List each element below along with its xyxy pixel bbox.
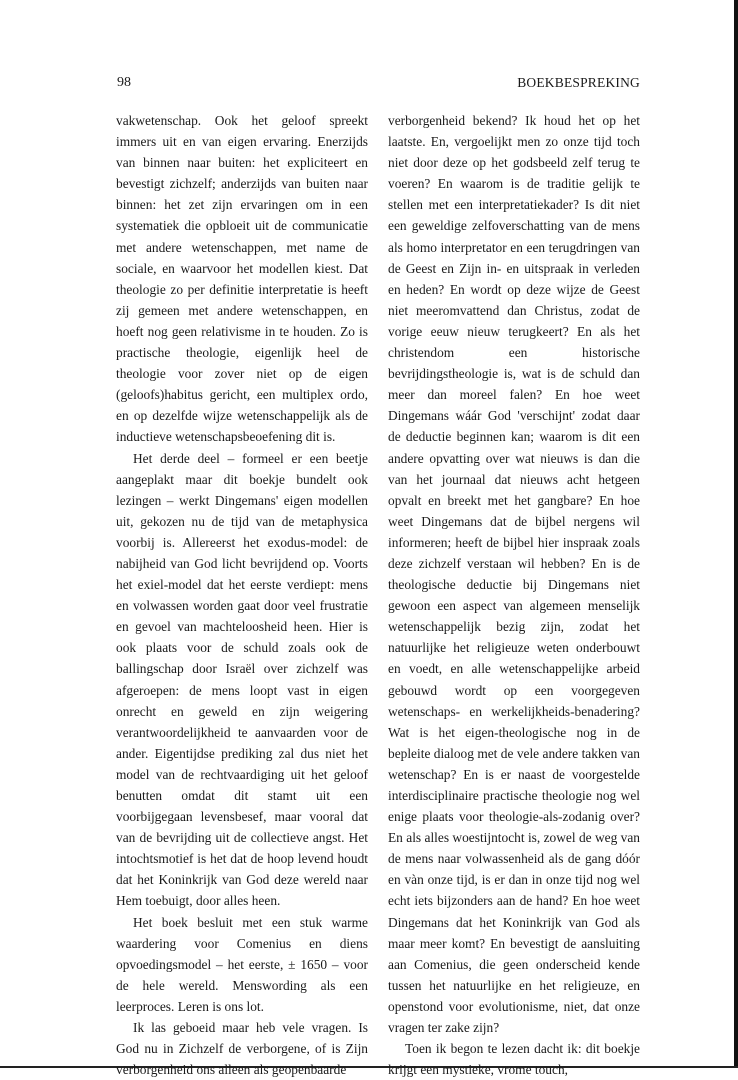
scan-border-right: [734, 0, 738, 1068]
left-column: [116, 110, 368, 1080]
page-number: 98: [117, 75, 131, 90]
paragraph: Ik las geboeid maar heb vele vragen. Is God nu in Zichzelf de verborgene, of is Zijn verborgenheid ons alleen als geopenbaarde: [116, 1020, 368, 1078]
paragraph: vakwetenschap. Ook het geloof spreekt immers uit en van eigen ervaring. Enerzijds van binnen naar buiten: het expliciteert en bevestigt zichzelf; anderzijds van buiten naar binnen: het zet zijn ervaringen om in een systematiek die opbloeit uit de communicatie met andere wetenschappen, met name de sociale, en waarvoor het modellen kiest. Dat theologie zo per definitie interpretatie is heeft zij gemeen met andere wetenschappen, en hoeft nog geen relativisme in te houden. Zo is practische theologie, eigenlijk heel de theologie voor zover niet op de eigen (geloofs)habitus gericht, een multiplex ordo, en op dezelfde wijze wetenschappelijk als de inductieve wetenschapsbeoefening dit is.: [116, 113, 368, 445]
paragraph: Het boek besluit met een stuk warme waardering voor Comenius en diens opvoedingsmodel – het eerste, ± 1650 – voor de hele wereld. Menswording als een leerproces. Leren is ons lot.: [116, 914, 368, 1014]
right-column: [388, 110, 640, 1080]
paragraph: verborgenheid bekend? Ik houd het op het laatste. En, vergoelijkt men zo onze tijd toch niet door deze op het godsbeeld zelf terug te voeren? En waarom is de traditie gelijk te stellen met een interpretatiekader? Is dit niet een geweldige zelfoverschatting van de mens als homo interpretator en een terugdringen van de Geest en Zijn in- en uitspraak in verleden en heden? En wordt op deze wijze de Geest niet meeromvattend dan Christus, zodat de vorige eeuw nieuw terugkeert? En als het christendom een historische bevrijdingstheologie is, wat is de schuld dan meer dan moreel falen? En hoe weet Dingemans wáár God 'verschijnt' zodat daar de deductie beginnen kan; waarom is dit een andere opvatting over wat nieuws is dan die van het journaal dat nieuws acht hetgeen opvalt en breekt met het gangbare? En hoe weet Dingemans dat de bijbel nergens wil informeren; heeft de bijbel hier inspraak zoals deze zichzelf verstaan wil hebben? En is de theologische deductie bij Dingemans niet gewoon een aspect van algemeen menselijk wetenschappelijk bezig zijn, zodat het natuurlijke het religieuze weten onderbouwt en voedt, en alle wetenschappelijke arbeid gebouwd wordt op een voorgegeven wetenschaps- en werkelijkheids-benadering? Wat is het eigen-theologische nog in de bepleite dialoog met de vele andere takken van wetenschap? En is er naast de voorgestelde interdisciplinaire practische theologie nog wel enige plaats voor theologie-als-zodanig over? En als alles woestijntocht is, zowel de weg van de mens naar volwassenheid als de gang dóór en vàn onze tijd, is er dan in onze tijd nog wel echt iets bijzonders aan de hand? En hoe weet Dingemans dat het Koninkrijk van God als maar meer komt? En bevestigt de aansluiting aan Comenius, die geen onderscheid kende tussen het natuurlijke en het religieuze, en openstond voor evolutionisme, niet, dat onze vragen ter zake zijn?: [388, 113, 640, 1036]
paragraph: Het derde deel – formeel er een beetje aangeplakt maar dit boekje bundelt ook lezingen – werkt Dingemans' eigen modellen uit, gekozen nu de tijd van de metaphysica voorbij is. Allereerst het exodus-model: de nabijheid van God licht bevrijdend op. Voorts het exiel-model dat het eerste verdiept: mens en volwassen worden gaat door veel frustratie en gevoel van machteloosheid heen. Hier is ook plaats voor de schuld zoals ook de ballingschap door Israël over zichzelf was afgeroepen: de mens loopt vast in eigen onrecht en geweld en zijn weigering verantwoordelijkheid te aanvaarden voor de ander. Eigentijdse prediking zal dus niet het model van de rechtvaardiging uit het geloof benutten omdat dit stamt uit een voorbijgegaan levensbesef, maar vooral dat van de bevrijding uit de collectieve angst. Het intochtsmotief is het dat de hoop levend houdt dat het Koninkrijk van God deze wereld naar Hem toebuigt, door alles heen.: [116, 450, 368, 909]
running-head: BOEKBESPREKING: [517, 75, 640, 90]
paragraph: Toen ik begon te lezen dacht ik: dit boekje krijgt een mystieke, vrome touch,: [388, 1041, 640, 1078]
